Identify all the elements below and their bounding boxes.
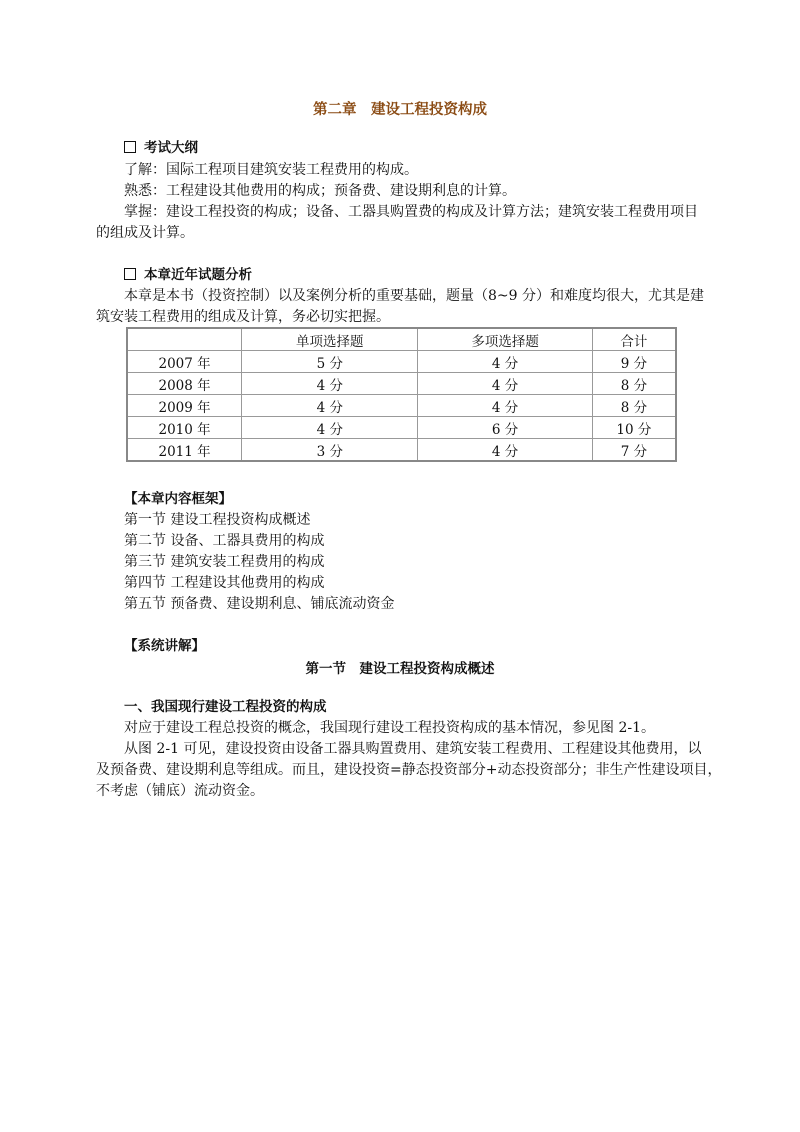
- table-cell: 4 分: [418, 439, 592, 462]
- table-cell: 3 分: [242, 439, 418, 462]
- chapter-title: 第二章 建设工程投资构成: [313, 102, 487, 118]
- outline-master-line1: 掌握：建设工程投资的构成；设备、工器具购置费的构成及计算方法；建筑安装工程费用项目: [124, 204, 698, 220]
- table-cell: 10 分: [592, 417, 676, 439]
- table-cell: 2010 年: [127, 417, 242, 439]
- table-cell: 2007 年: [127, 351, 242, 373]
- table-header-cell: 多项选择题: [418, 328, 592, 351]
- table-cell: 4 分: [418, 351, 592, 373]
- table-cell: 2011 年: [127, 439, 242, 462]
- analysis-para-line1: 本章是本书（投资控制）以及案例分析的重要基础，题量（8~9 分）和难度均很大，尤其是建: [124, 288, 704, 304]
- explanation-heading: 【系统讲解】: [124, 638, 205, 654]
- explanation-para2-line2: 及预备费、建设期利息等组成。而且，建设投资=静态投资部分+动态投资部分；非生产性建设项目，: [96, 762, 722, 778]
- framework-item: 第一节 建设工程投资构成概述: [124, 512, 311, 528]
- exam-outline-heading: [124, 138, 198, 158]
- table-cell: 4 分: [242, 395, 418, 417]
- checkbox-square-icon: [124, 141, 136, 153]
- checkbox-square-icon: [124, 268, 136, 280]
- table-cell: 2008 年: [127, 373, 242, 395]
- table-cell: 4 分: [418, 373, 592, 395]
- explanation-para2-line1: 从图 2-1 可见，建设投资由设备工器具购置费用、建筑安装工程费用、工程建设其他费用，以: [124, 741, 702, 757]
- framework-item: 第三节 建筑安装工程费用的构成: [124, 554, 325, 570]
- explanation-para1: 对应于建设工程总投资的概念，我国现行建设工程投资构成的基本情况，参见图 2-1。: [124, 720, 655, 736]
- table-header-cell: 合计: [592, 328, 676, 351]
- framework-item: 第五节 预备费、建设期利息、铺底流动资金: [124, 596, 395, 612]
- framework-heading: 【本章内容框架】: [124, 491, 232, 507]
- framework-item: 第四节 工程建设其他费用的构成: [124, 575, 325, 591]
- section-title: 第一节 建设工程投资构成概述: [305, 661, 495, 677]
- table-cell: 4 分: [418, 395, 592, 417]
- analysis-heading-text: 本章近年试题分析: [144, 267, 252, 283]
- table-row: [127, 373, 676, 395]
- score-table: [126, 327, 677, 462]
- outline-familiar: 熟悉：工程建设其他费用的构成；预备费、建设期利息的计算。: [124, 183, 516, 199]
- table-header-cell: 单项选择题: [242, 328, 418, 351]
- table-cell: 8 分: [592, 373, 676, 395]
- table-cell: 2009 年: [127, 395, 242, 417]
- table-row: [127, 439, 676, 462]
- analysis-heading: [124, 265, 252, 285]
- analysis-para-line2: 筑安装工程费用的组成及计算，务必切实把握。: [96, 309, 390, 325]
- outline-master-line2: 的组成及计算。: [96, 225, 194, 241]
- table-row: [127, 417, 676, 439]
- table-cell: 6 分: [418, 417, 592, 439]
- table-cell: 7 分: [592, 439, 676, 462]
- table-row: [127, 351, 676, 373]
- table-cell: 4 分: [242, 417, 418, 439]
- table-cell: 5 分: [242, 351, 418, 373]
- table-cell: 8 分: [592, 395, 676, 417]
- subheading: 一、我国现行建设工程投资的构成: [124, 699, 327, 715]
- table-header-row: [127, 328, 676, 351]
- table-cell: 4 分: [242, 373, 418, 395]
- explanation-para2-line3: 不考虑（铺底）流动资金。: [96, 783, 264, 799]
- exam-outline-heading-text: 考试大纲: [144, 140, 198, 156]
- table-row: [127, 395, 676, 417]
- framework-item: 第二节 设备、工器具费用的构成: [124, 533, 325, 549]
- table-cell: 9 分: [592, 351, 676, 373]
- outline-understand: 了解：国际工程项目建筑安装工程费用的构成。: [124, 162, 418, 178]
- table-header-cell: [127, 328, 242, 351]
